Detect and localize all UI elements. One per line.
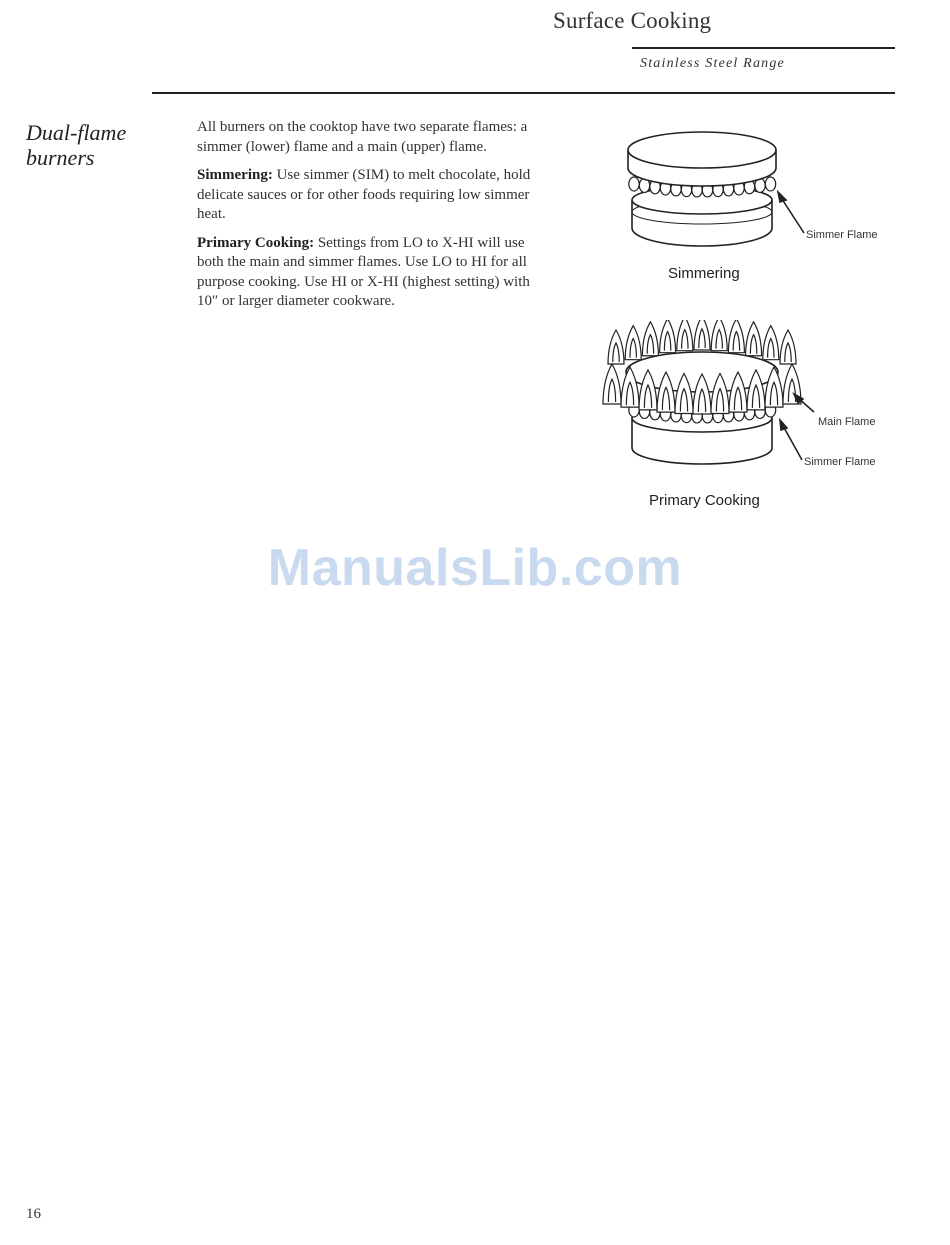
page-header-title: Surface Cooking xyxy=(553,8,712,33)
simmering-label: Simmering: xyxy=(197,167,273,183)
primary-cooking-text: Settings from LO to X-HI will use both the main and simmer flames. Use LO to HI for all purpose cooking. Use HI or X-HI (highest setting) with 10″ or larger diameter cookware. xyxy=(197,234,530,309)
header-rule-short xyxy=(632,47,895,49)
primary-cooking-paragraph xyxy=(197,234,537,312)
page-number: 16 xyxy=(26,1206,41,1222)
simmering-text: Use simmer (SIM) to melt chocolate, hold delicate sauces or for other foods requiring low simmer heat. xyxy=(197,167,531,222)
watermark: ManualsLib.com xyxy=(267,539,683,597)
primary-cooking-label: Primary Cooking: xyxy=(197,234,315,251)
simmer-flame-icon xyxy=(765,177,775,191)
primary-simmer-flame-label: Simmer Flame xyxy=(804,456,876,468)
page-header-subtitle: Stainless Steel Range xyxy=(640,56,785,71)
intro-paragraph: All burners on the cooktop have two separate flames: a simmer (lower) flame and a main (upper) flame. xyxy=(197,119,528,155)
simmering-paragraph xyxy=(197,166,537,225)
simmering-burner-illustration xyxy=(600,120,900,290)
section-heading-line2: burners xyxy=(26,145,95,170)
simmering-caption: Simmering xyxy=(668,265,740,282)
primary-main-flame-label: Main Flame xyxy=(818,416,876,428)
simmering-simmer-flame-label: Simmer Flame xyxy=(806,229,878,241)
section-heading xyxy=(26,120,176,170)
primary-cooking-caption: Primary Cooking xyxy=(649,492,760,509)
section-body xyxy=(197,118,537,321)
section-heading-line1: Dual-flame xyxy=(26,120,127,145)
simmer-flame-icon xyxy=(629,177,639,191)
header-rule-long xyxy=(152,92,895,94)
